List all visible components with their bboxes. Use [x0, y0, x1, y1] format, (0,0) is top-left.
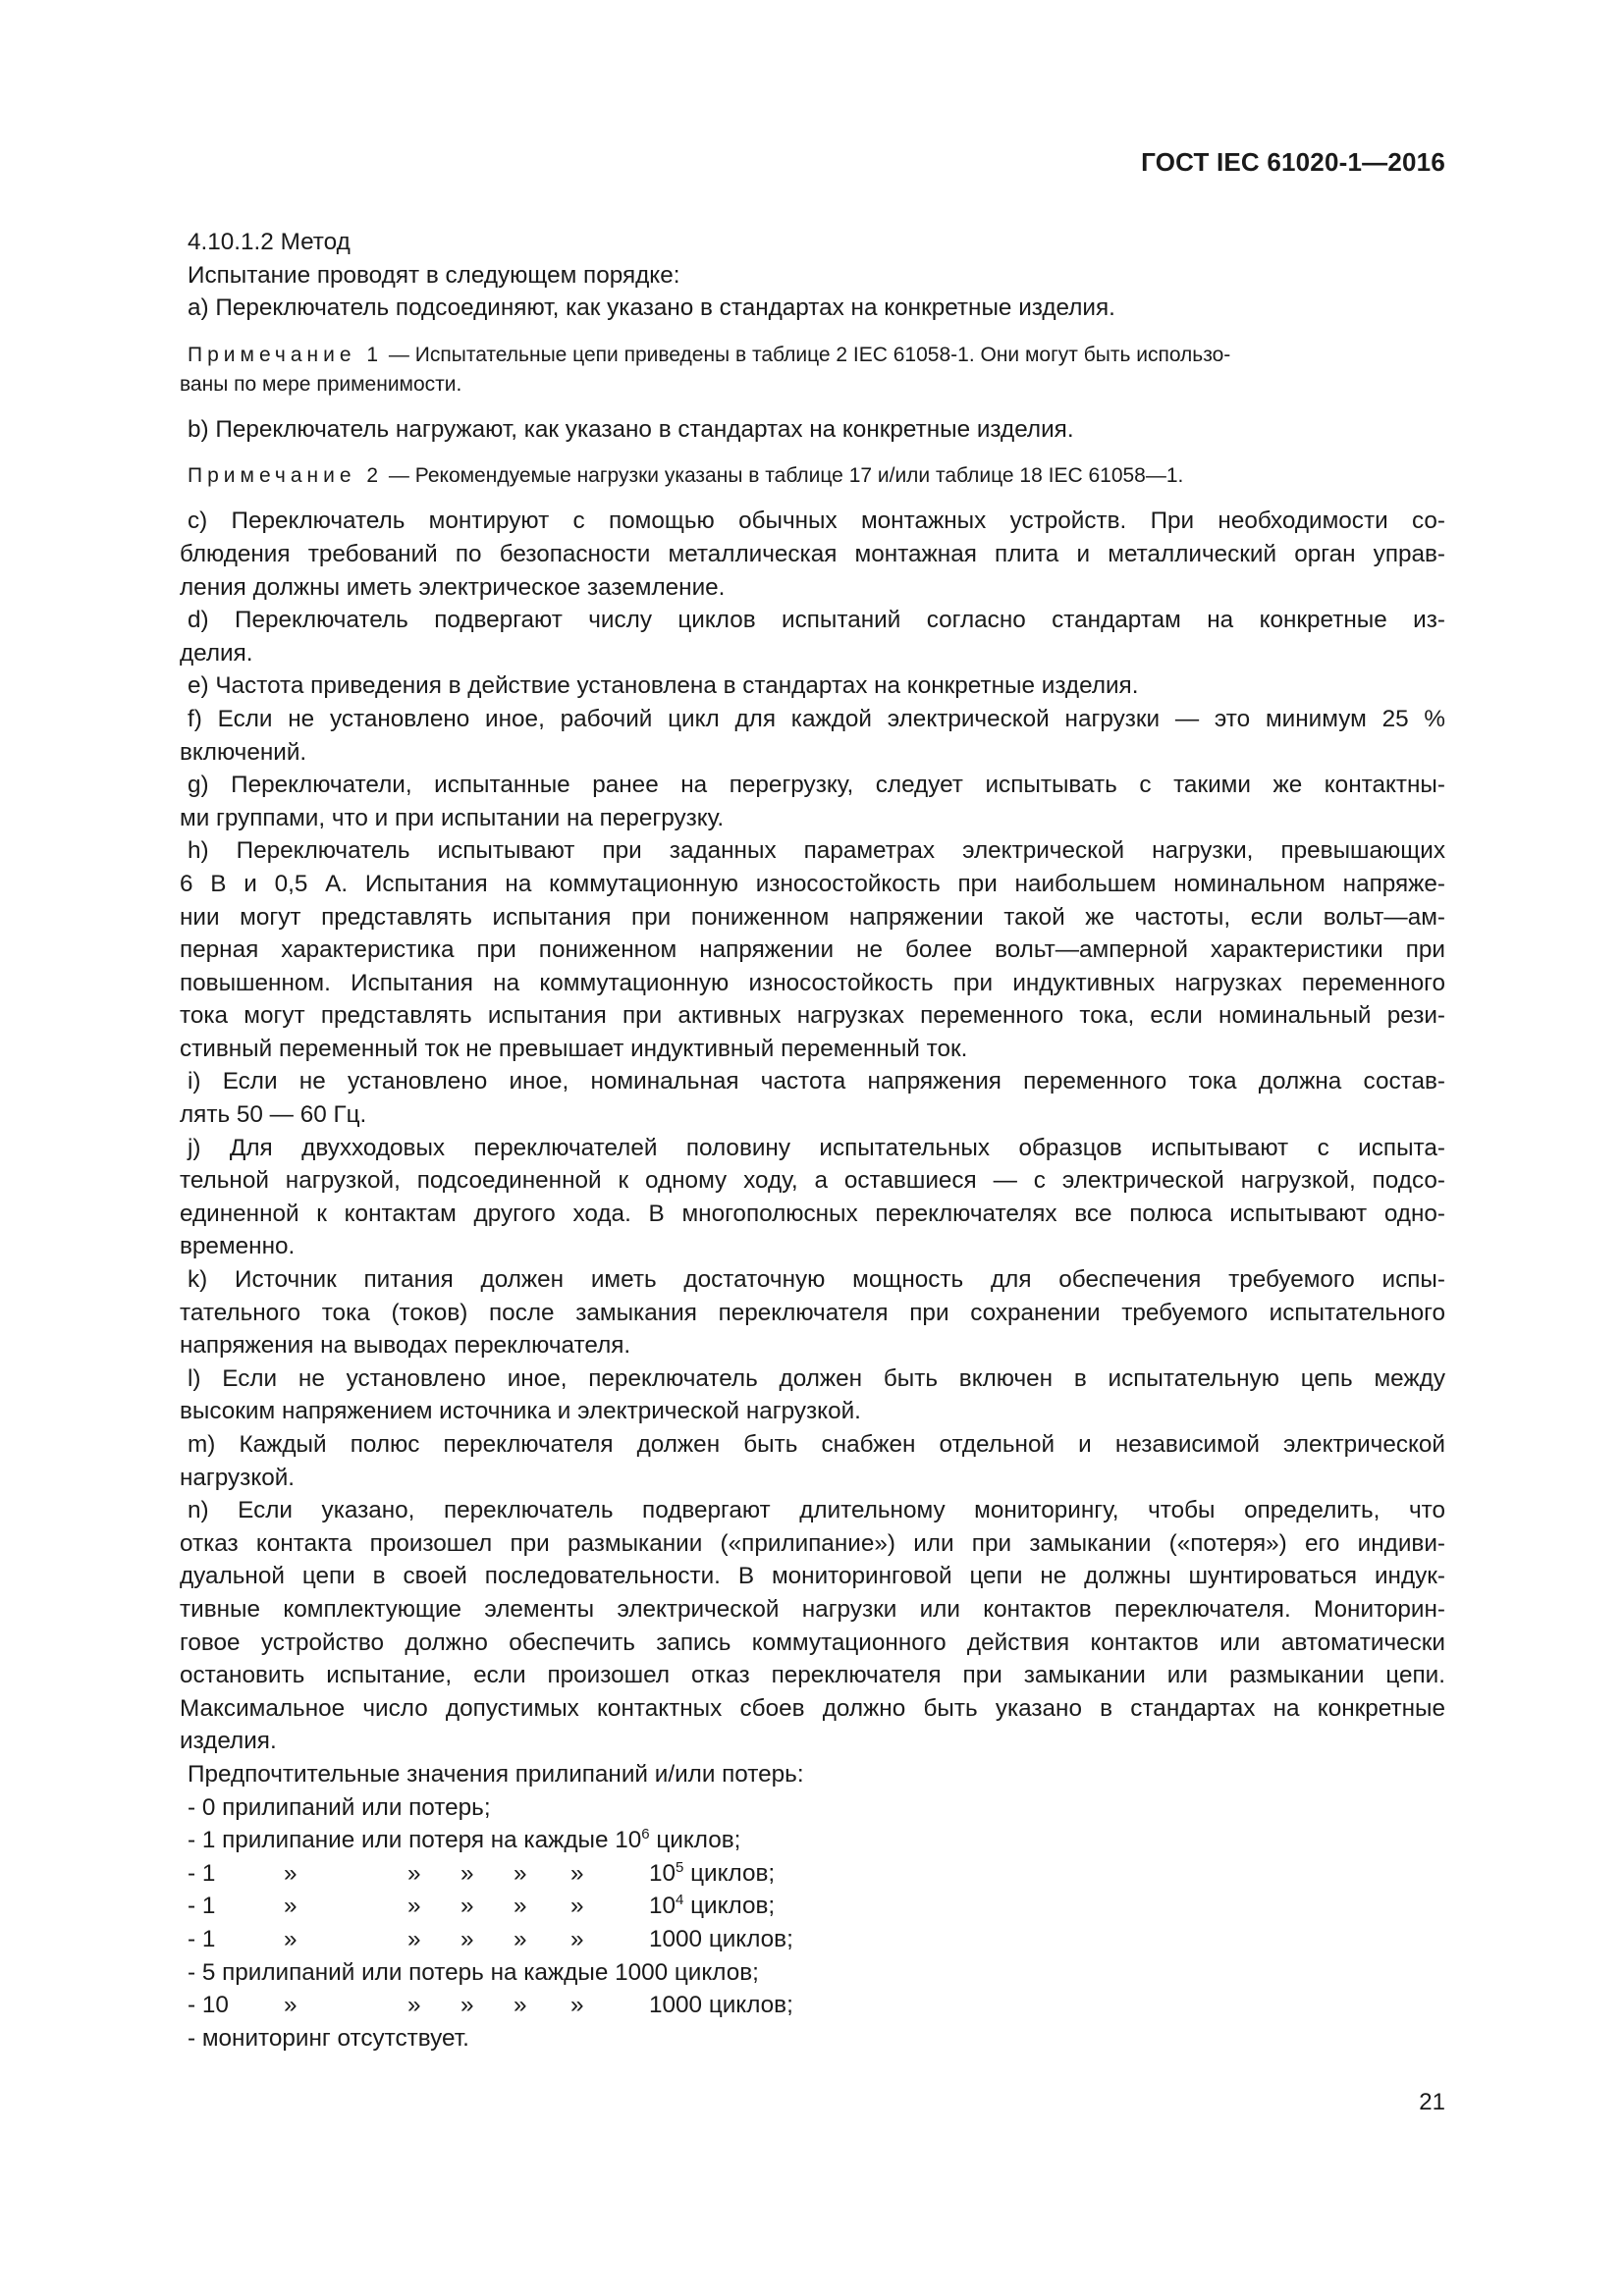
ditto-mark: »	[284, 1893, 298, 1920]
item-m	[180, 1428, 1445, 1494]
item-i	[180, 1065, 1445, 1131]
item-c-line: с) Переключатель монтируют с помощью обычных монтажных устройств. При необходимости со-	[188, 507, 1445, 535]
item-l	[180, 1362, 1445, 1428]
ditto-mark: »	[570, 1925, 584, 1952]
note-2-label: Примечание 2	[188, 464, 384, 488]
standard-header: ГОСТ IEC 61020-1—2016	[1141, 147, 1445, 177]
item-n-line: Максимальное число допустимых контактных сбоев должно быть указано в стандартах на конкретные	[180, 1694, 1445, 1722]
item-h-line: перная характеристика при пониженном напряжении не более вольт—амперной характеристики при	[180, 936, 1445, 964]
list-item-unit: циклов;	[702, 1925, 793, 1952]
exponent: 6	[641, 1826, 650, 1843]
item-g	[180, 769, 1445, 834]
list-item-unit: циклов;	[683, 1859, 776, 1887]
item-h-line: повышенном. Испытания на коммутационную износостойкость при индуктивных нагрузках переменного	[180, 969, 1445, 996]
item-h-line: стивный переменный ток не превышает индуктивный переменный ток.	[180, 1035, 968, 1062]
list-item-value	[649, 1890, 775, 1923]
item-n	[180, 1494, 1445, 1758]
ditto-mark: »	[570, 1992, 584, 2019]
item-c-line: блюдения требований по безопасности металлическая монтажная плита и металлический орган управ-	[180, 540, 1445, 567]
ditto-mark: »	[460, 1893, 474, 1920]
item-d-line: d) Переключатель подвергают числу циклов испытаний согласно стандартам на конкретные из-	[188, 607, 1445, 634]
item-h-line: 6 В и 0,5 А. Испытания на коммутационную износостойкость при наибольшем номинальном напряже-	[180, 870, 1445, 897]
ditto-mark: »	[570, 1859, 584, 1887]
list-item-value	[649, 1989, 793, 2022]
ditto-mark: »	[284, 1859, 298, 1887]
item-j-line: тельной нагрузкой, подсоединенной к одному ходу, а оставшиеся — с электрической нагрузкой, подсо-	[180, 1167, 1445, 1195]
preferred-values-intro: Предпочтительные значения прилипаний и/или потерь:	[188, 1760, 804, 1788]
item-b: b) Переключатель нагружают, как указано в стандартах на конкретные изделия.	[188, 415, 1074, 443]
list-item: - 0 прилипаний или потерь;	[188, 1793, 491, 1821]
item-n-line: отказ контакта произошел при размыкании («прилипание») или при замыкании («потеря») его индиви-	[180, 1529, 1445, 1557]
item-n-line: n) Если указано, переключатель подвергают длительному мониторингу, чтобы определить, что	[188, 1497, 1445, 1524]
item-h-line: тока могут представлять испытания при активных нагрузках переменного тока, если номинальный рези-	[180, 1002, 1445, 1030]
item-d	[180, 604, 1445, 669]
list-item-count: - 1	[188, 1925, 216, 1952]
ditto-mark: »	[514, 1859, 527, 1887]
list-item	[188, 1923, 1445, 1956]
ditto-mark: »	[284, 1992, 298, 2019]
item-j-line: временно.	[180, 1233, 296, 1260]
test-intro: Испытание проводят в следующем порядке:	[188, 261, 680, 289]
item-k-line: тательного тока (токов) после замыкания переключателя при сохранении требуемого испытательного	[180, 1299, 1445, 1326]
value-base: 1000	[649, 1925, 703, 1952]
item-h-line: h) Переключатель испытывают при заданных параметрах электрической нагрузки, превышающих	[188, 837, 1445, 865]
list-item-text: - 1 прилипание или потеря на каждые 10	[188, 1827, 642, 1854]
list-item-count: - 1	[188, 1893, 216, 1920]
item-k-line: напряжения на выводах переключателя.	[180, 1332, 631, 1360]
ditto-mark: »	[407, 1859, 421, 1887]
exponent: 4	[676, 1892, 684, 1909]
list-item-value	[649, 1923, 793, 1956]
item-a: а) Переключатель подсоединяют, как указано в стандартах на конкретные изделия.	[188, 294, 1115, 322]
ditto-mark: »	[514, 1893, 527, 1920]
ditto-mark: »	[407, 1992, 421, 2019]
item-j-line: единенной к контактам другого хода. В многополюсных переключателях все полюса испытывают одно-	[180, 1200, 1445, 1227]
list-item	[188, 1890, 1445, 1923]
item-f-line: включений.	[180, 738, 307, 766]
item-n-line: тивные комплектующие элементы электрической нагрузки или контактов переключателя. Мониторин-	[180, 1595, 1445, 1623]
list-item-value	[649, 1857, 775, 1891]
item-l-line: высоким напряжением источника и электрической нагрузкой.	[180, 1398, 861, 1425]
note-1-text-line2: ваны по мере применимости.	[180, 372, 462, 396]
note-1-label: Примечание 1	[188, 343, 384, 366]
item-n-line: говое устройство должно обеспечить запись коммутационного действия контактов или автоматически	[180, 1629, 1445, 1656]
list-item-unit: циклов;	[702, 1992, 793, 2019]
note-1	[180, 341, 1445, 400]
list-item-unit: циклов;	[683, 1893, 776, 1920]
ditto-mark: »	[514, 1992, 527, 2019]
item-n-line: дуальной цепи в своей последовательности. В мониторинговой цепи не должны шунтироваться индук-	[180, 1563, 1445, 1590]
section-heading: 4.10.1.2 Метод	[188, 229, 351, 255]
value-base: 10	[649, 1859, 677, 1887]
list-item-count: - 1	[188, 1859, 216, 1887]
exponent: 5	[676, 1858, 684, 1876]
item-g-line: ми группами, что и при испытании на перегрузку.	[180, 804, 725, 831]
item-n-line: изделия.	[180, 1728, 277, 1755]
value-base: 10	[649, 1893, 677, 1920]
ditto-mark: »	[284, 1925, 298, 1952]
ditto-mark: »	[460, 1992, 474, 2019]
item-j-line: j) Для двухходовых переключателей половину испытательных образцов испытывают с испыта-	[188, 1134, 1445, 1161]
item-d-line: делия.	[180, 639, 253, 667]
ditto-mark: »	[514, 1925, 527, 1952]
note-2-text: — Рекомендуемые нагрузки указаны в таблице 17 и/или таблице 18 IEC 61058—1.	[388, 464, 1184, 488]
item-c-line: ления должны иметь электрическое заземление.	[180, 573, 726, 601]
item-f	[180, 703, 1445, 769]
item-h	[180, 834, 1445, 1065]
item-h-line: нии могут представлять испытания при пониженном напряжении такой же частоты, если вольт—ам-	[180, 903, 1445, 931]
item-g-line: g) Переключатели, испытанные ранее на перегрузку, следует испытывать с такими же контактны-	[188, 772, 1445, 799]
ditto-mark: »	[460, 1925, 474, 1952]
item-c	[180, 505, 1445, 604]
ditto-mark: »	[407, 1925, 421, 1952]
item-l-line: l) Если не установлено иное, переключатель должен быть включен в испытательную цепь между	[188, 1364, 1445, 1392]
ditto-mark: »	[460, 1859, 474, 1887]
ditto-mark: »	[570, 1893, 584, 1920]
ditto-mark: »	[407, 1893, 421, 1920]
list-item-count: - 10	[188, 1992, 229, 2019]
value-base: 1000	[649, 1992, 703, 2019]
item-m-line: нагрузкой.	[180, 1464, 296, 1491]
page-number: 21	[1419, 2089, 1445, 2115]
item-m-line: m) Каждый полюс переключателя должен быть снабжен отдельной и независимой электрической	[188, 1431, 1445, 1458]
note-2	[188, 461, 1445, 491]
note-1-text-line1: — Испытательные цепи приведены в таблице 2 IEC 61058-1. Они могут быть использо-	[388, 343, 1231, 366]
item-k	[180, 1263, 1445, 1362]
item-k-line: k) Источник питания должен иметь достаточную мощность для обеспечения требуемого испы-	[188, 1266, 1445, 1294]
list-item: - мониторинг отсутствует.	[188, 2024, 469, 2052]
list-item	[188, 1989, 1445, 2022]
item-n-line: остановить испытание, если произошел отказ переключателя при замыкании или размыкании цепи.	[180, 1662, 1445, 1689]
list-item	[188, 1857, 1445, 1891]
item-e: е) Частота приведения в действие установлена в стандартах на конкретные изделия.	[188, 672, 1139, 700]
item-j	[180, 1132, 1445, 1263]
list-item	[180, 1824, 1445, 1857]
item-f-line: f) Если не установлено иное, рабочий цикл для каждой электрической нагрузки — это минимум 25 %	[188, 705, 1445, 732]
list-item: - 5 прилипаний или потерь на каждые 1000 циклов;	[188, 1958, 759, 1986]
item-i-line: i) Если не установлено иное, номинальная частота напряжения переменного тока должна состав-	[188, 1068, 1445, 1095]
page-content	[180, 226, 1445, 2055]
list-item-unit: циклов;	[649, 1827, 741, 1854]
item-i-line: лять 50 — 60 Гц.	[180, 1101, 367, 1129]
